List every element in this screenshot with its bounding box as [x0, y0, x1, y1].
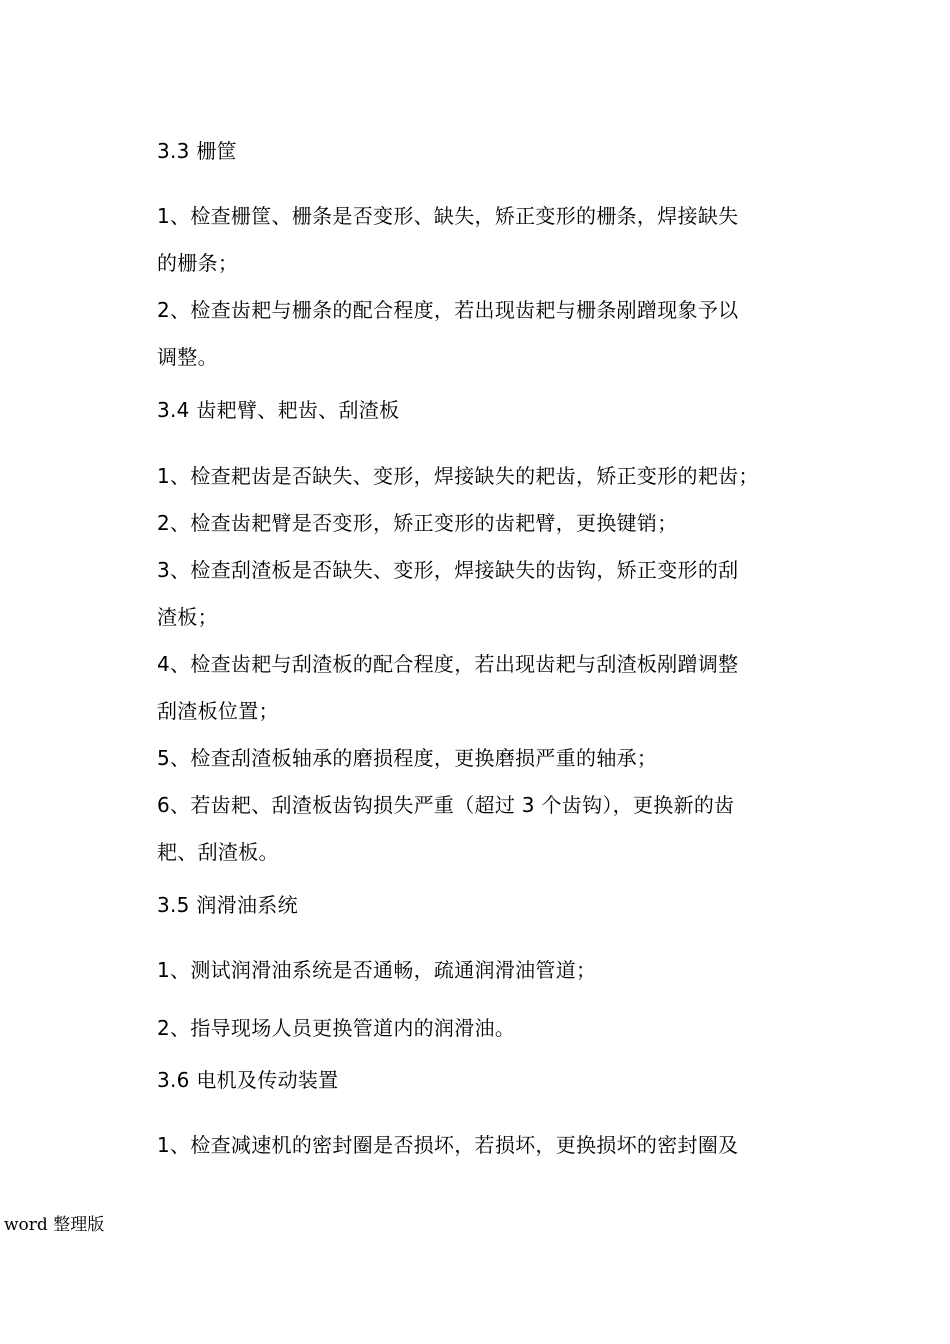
paragraph-line: 渣板； [157, 605, 218, 629]
paragraph-line: 3、检查刮渣板是否缺失、变形，焊接缺失的齿钩，矫正变形的刮 [157, 558, 739, 582]
paragraph-line: 耙、刮渣板。 [157, 840, 279, 864]
paragraph-line: 2、检查齿耙臂是否变形，矫正变形的齿耙臂，更换键销； [157, 511, 678, 535]
paragraph-line: 1、检查减速机的密封圈是否损坏，若损坏，更换损坏的密封圈及 [157, 1133, 739, 1157]
paragraph-line: 1、检查耙齿是否缺失、变形，焊接缺失的耙齿，矫正变形的耙齿； [157, 464, 759, 488]
paragraph-line: 的栅条； [157, 251, 239, 275]
paragraph-line: 2、检查齿耙与栅条的配合程度，若出现齿耙与栅条剐蹭现象予以 [157, 298, 739, 322]
paragraph-line: 6、若齿耙、刮渣板齿钩损失严重（超过 3 个齿钩），更换新的齿 [157, 793, 735, 817]
section-heading-3-4: 3.4 齿耙臂、耙齿、刮渣板 [157, 398, 400, 422]
paragraph-line: 调整。 [157, 345, 218, 369]
paragraph-line: 2、指导现场人员更换管道内的润滑油。 [157, 1016, 516, 1040]
paragraph-line: 1、检查栅筐、栅条是否变形、缺失，矫正变形的栅条，焊接缺失 [157, 204, 739, 228]
paragraph-line: 5、检查刮渣板轴承的磨损程度，更换磨损严重的轴承； [157, 746, 658, 770]
paragraph-line: 4、检查齿耙与刮渣板的配合程度，若出现齿耙与刮渣板剐蹭调整 [157, 652, 739, 676]
footer-label: word 整理版 [4, 1215, 105, 1235]
paragraph-line: 刮渣板位置； [157, 699, 279, 723]
section-heading-3-6: 3.6 电机及传动装置 [157, 1068, 339, 1092]
section-heading-3-5: 3.5 润滑油系统 [157, 893, 298, 917]
section-heading-3-3: 3.3 栅筐 [157, 139, 237, 163]
paragraph-line: 1、测试润滑油系统是否通畅，疏通润滑油管道； [157, 958, 597, 982]
